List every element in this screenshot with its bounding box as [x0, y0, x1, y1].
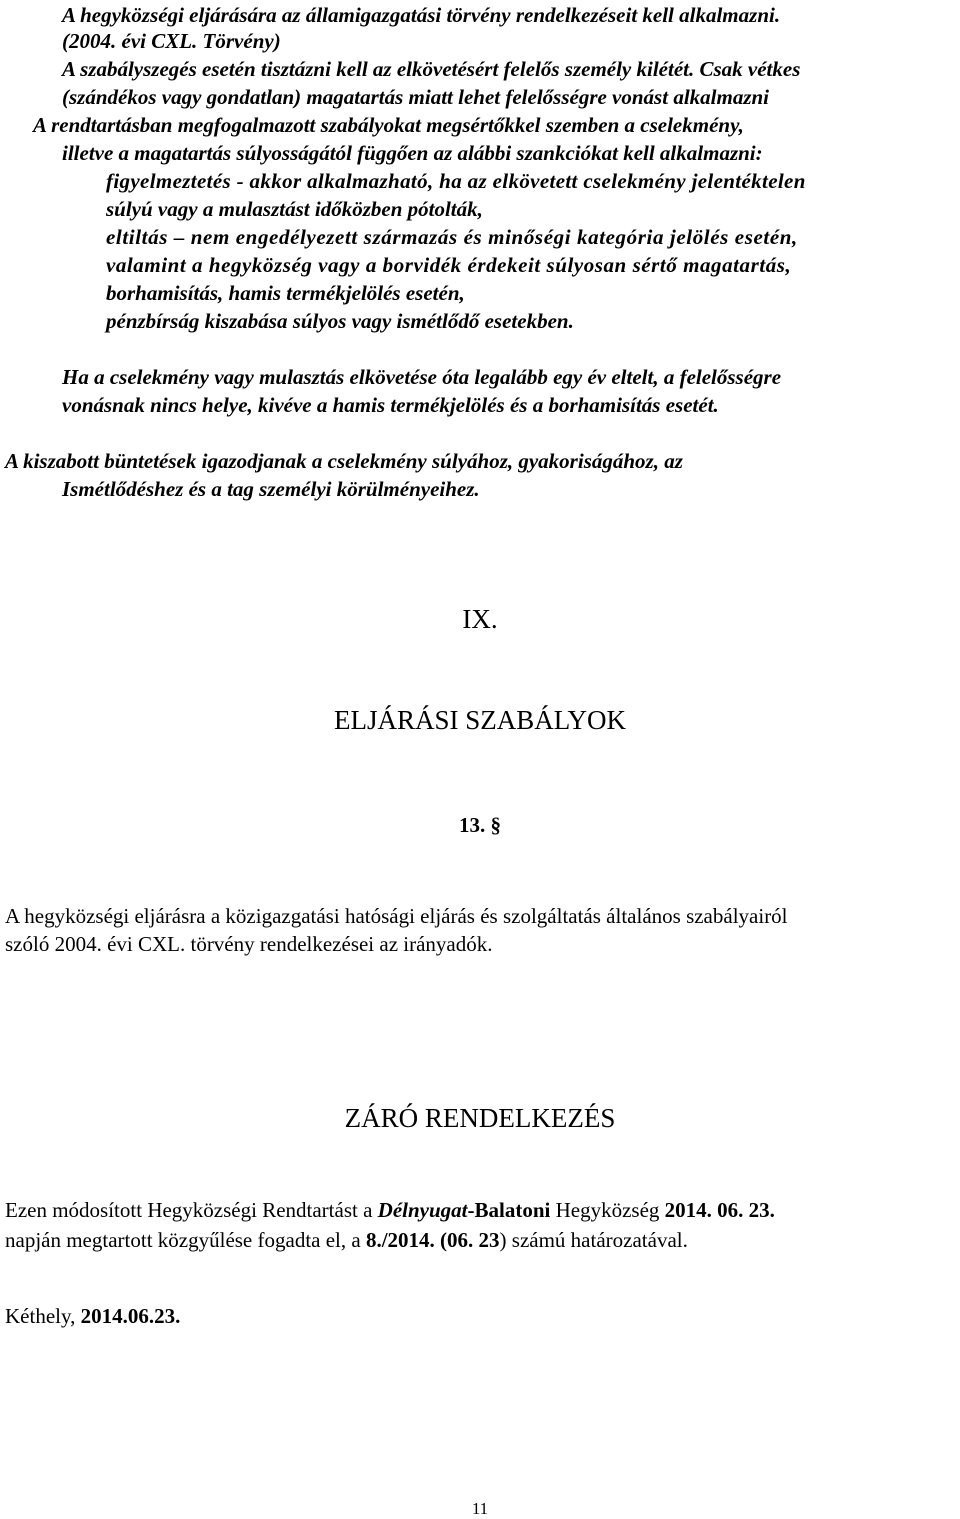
closing-line-1	[5, 1197, 775, 1223]
paragraph-line: Ha a cselekmény vagy mulasztás elkövetése óta legalább egy év eltelt, a felelősségre	[62, 365, 782, 389]
paragraph-line: vonásnak nincs helye, kivéve a hamis termékjelölés és a borhamisítás esetét.	[62, 393, 719, 417]
closing-text: Hegyközség	[550, 1198, 665, 1222]
closing-region-italic: Délnyugat	[377, 1198, 468, 1222]
resolution-number: 8./2014. (06. 23	[365, 1228, 500, 1252]
closing-text: ) számú határozatával.	[499, 1228, 688, 1252]
sanction-ban: eltiltás – nem engedélyezett származás és minőségi kategória jelölés esetén,	[106, 225, 798, 249]
paragraph-line: Ismétlődéshez és a tag személyi körülményeihez.	[62, 477, 480, 501]
paragraph-line: szóló 2004. évi CXL. törvény rendelkezései az irányadók.	[5, 932, 493, 956]
sanction-ban-cont: borhamisítás, hamis termékjelölés esetén,	[106, 281, 465, 305]
closing-title: ZÁRÓ RENDELKEZÉS	[344, 1103, 616, 1133]
paragraph-line: A szabályszegés esetén tisztázni kell az elkövetésért felelős személy kilétét. Csak vétkes	[62, 57, 801, 81]
closing-text: Ezen módosított Hegyközségi Rendtartást a	[5, 1198, 378, 1222]
date: 2014.06.23.	[80, 1304, 181, 1328]
paragraph-line: A hegyközségi eljárására az államigazgatási törvény rendelkezéseit kell alkalmazni.	[62, 3, 781, 27]
closing-text: napján megtartott közgyűlése fogadta el, a	[5, 1228, 366, 1252]
paragraph-line: (2004. évi CXL. Törvény)	[62, 29, 281, 53]
closing-date: 2014. 06. 23.	[664, 1198, 775, 1222]
sanction-ban-cont: valamint a hegyközség vagy a borvidék érdekeit súlyosan sértő magatartás,	[106, 253, 792, 277]
sanction-warning: figyelmeztetés - akkor alkalmazható, ha az elkövetett cselekmény jelentéktelen	[106, 169, 806, 193]
section-number: 13. §	[459, 813, 501, 837]
paragraph-line: A hegyközségi eljárásra a közigazgatási hatósági eljárás és szolgáltatás általános szabályairól	[5, 904, 788, 928]
page-number: 11	[471, 1499, 489, 1518]
paragraph-line: A rendtartásban megfogalmazott szabályokat megsértőkkel szemben a cselekmény,	[33, 113, 744, 137]
chapter-title: ELJÁRÁSI SZABÁLYOK	[333, 705, 627, 735]
place-date	[5, 1303, 180, 1329]
closing-line-2	[5, 1227, 688, 1253]
closing-region-bold: -Balatoni	[467, 1198, 551, 1222]
paragraph-line: (szándékos vagy gondatlan) magatartás miatt lehet felelősségre vonást alkalmazni	[62, 85, 770, 109]
paragraph-line: illetve a magatartás súlyosságától függően az alábbi szankciókat kell alkalmazni:	[62, 141, 763, 165]
paragraph-line: A kiszabott büntetések igazodjanak a cselekmény súlyához, gyakoriságához, az	[5, 449, 683, 473]
sanction-warning-cont: súlyú vagy a mulasztást időközben pótolták,	[106, 197, 483, 221]
chapter-number: IX.	[462, 604, 498, 634]
place: Kéthely,	[5, 1304, 81, 1328]
sanction-fine: pénzbírság kiszabása súlyos vagy ismétlődő esetekben.	[106, 309, 574, 333]
